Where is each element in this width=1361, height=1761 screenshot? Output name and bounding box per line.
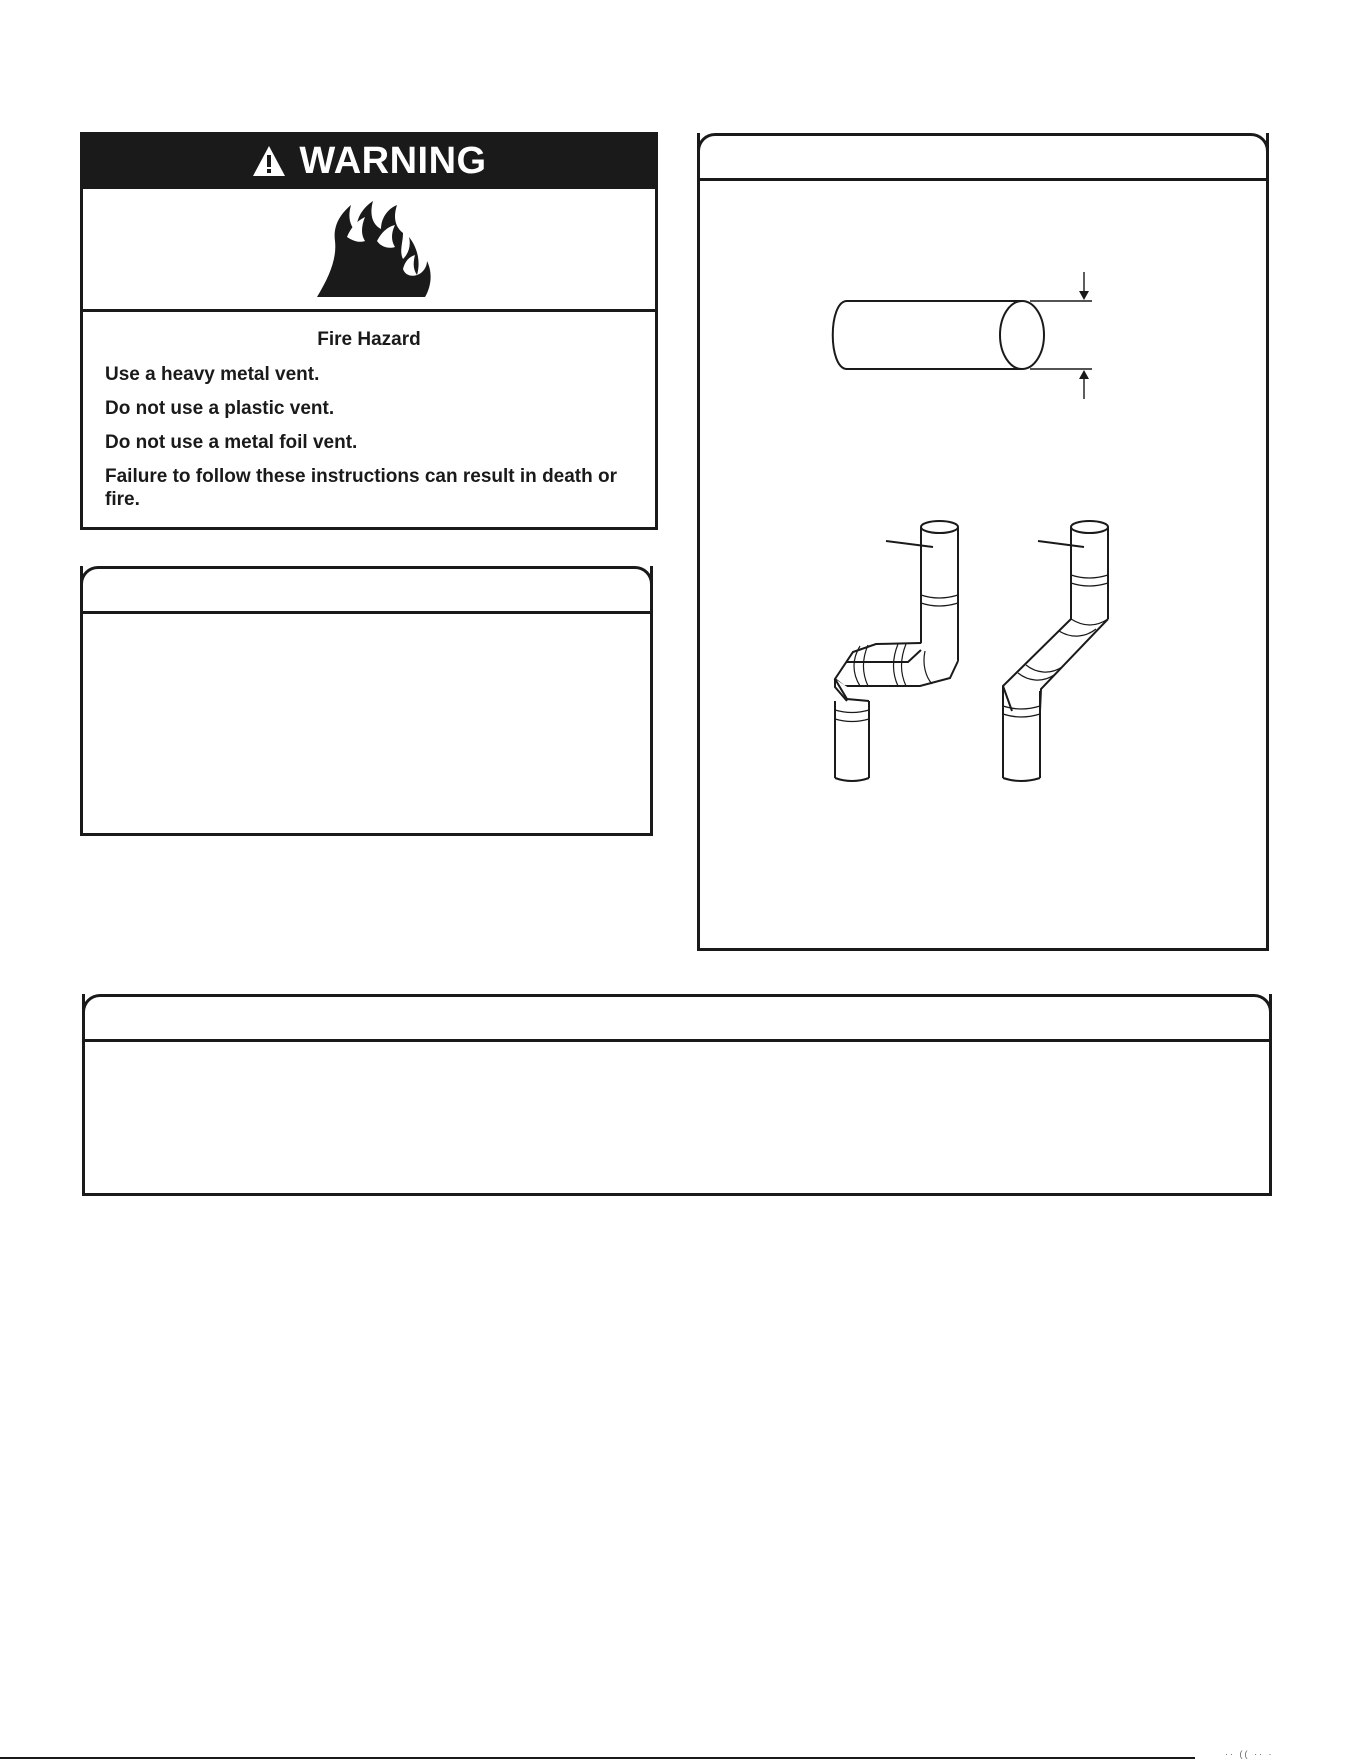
footer-rule	[0, 1757, 1195, 1759]
warning-text	[105, 329, 633, 522]
alert-triangle-icon	[251, 144, 287, 178]
hazard-line: Failure to follow these instructions can result in death or fire.	[105, 466, 618, 510]
bottom-panel-body	[85, 1042, 1269, 1193]
right-panel-body	[700, 181, 1266, 948]
right-panel-header	[697, 133, 1269, 181]
two-piece-elbow-vent-diagram	[1003, 521, 1108, 781]
warning-title: WARNING	[299, 139, 487, 182]
warning-header	[83, 135, 655, 187]
hazard-line: Do not use a metal foil vent.	[105, 432, 358, 453]
four-piece-elbow-vent-diagram	[835, 521, 958, 781]
hazard-line: Use a heavy metal vent.	[105, 364, 320, 385]
bottom-panel-header	[82, 994, 1272, 1042]
left-panel-body	[83, 614, 650, 833]
fire-flame-icon	[299, 197, 439, 302]
flame-panel	[83, 187, 655, 312]
hazard-title: Fire Hazard	[317, 329, 421, 350]
right-diagram-panel	[697, 133, 1269, 951]
left-panel-header	[80, 566, 653, 614]
vent-cylinder-diameter-diagram	[833, 272, 1092, 399]
hazard-line: Do not use a plastic vent.	[105, 398, 335, 419]
left-info-panel	[80, 566, 653, 836]
bottom-info-panel	[82, 994, 1272, 1196]
footer-page-ref: ·· (( ·· ·	[1225, 1749, 1274, 1759]
warning-box	[80, 132, 658, 530]
